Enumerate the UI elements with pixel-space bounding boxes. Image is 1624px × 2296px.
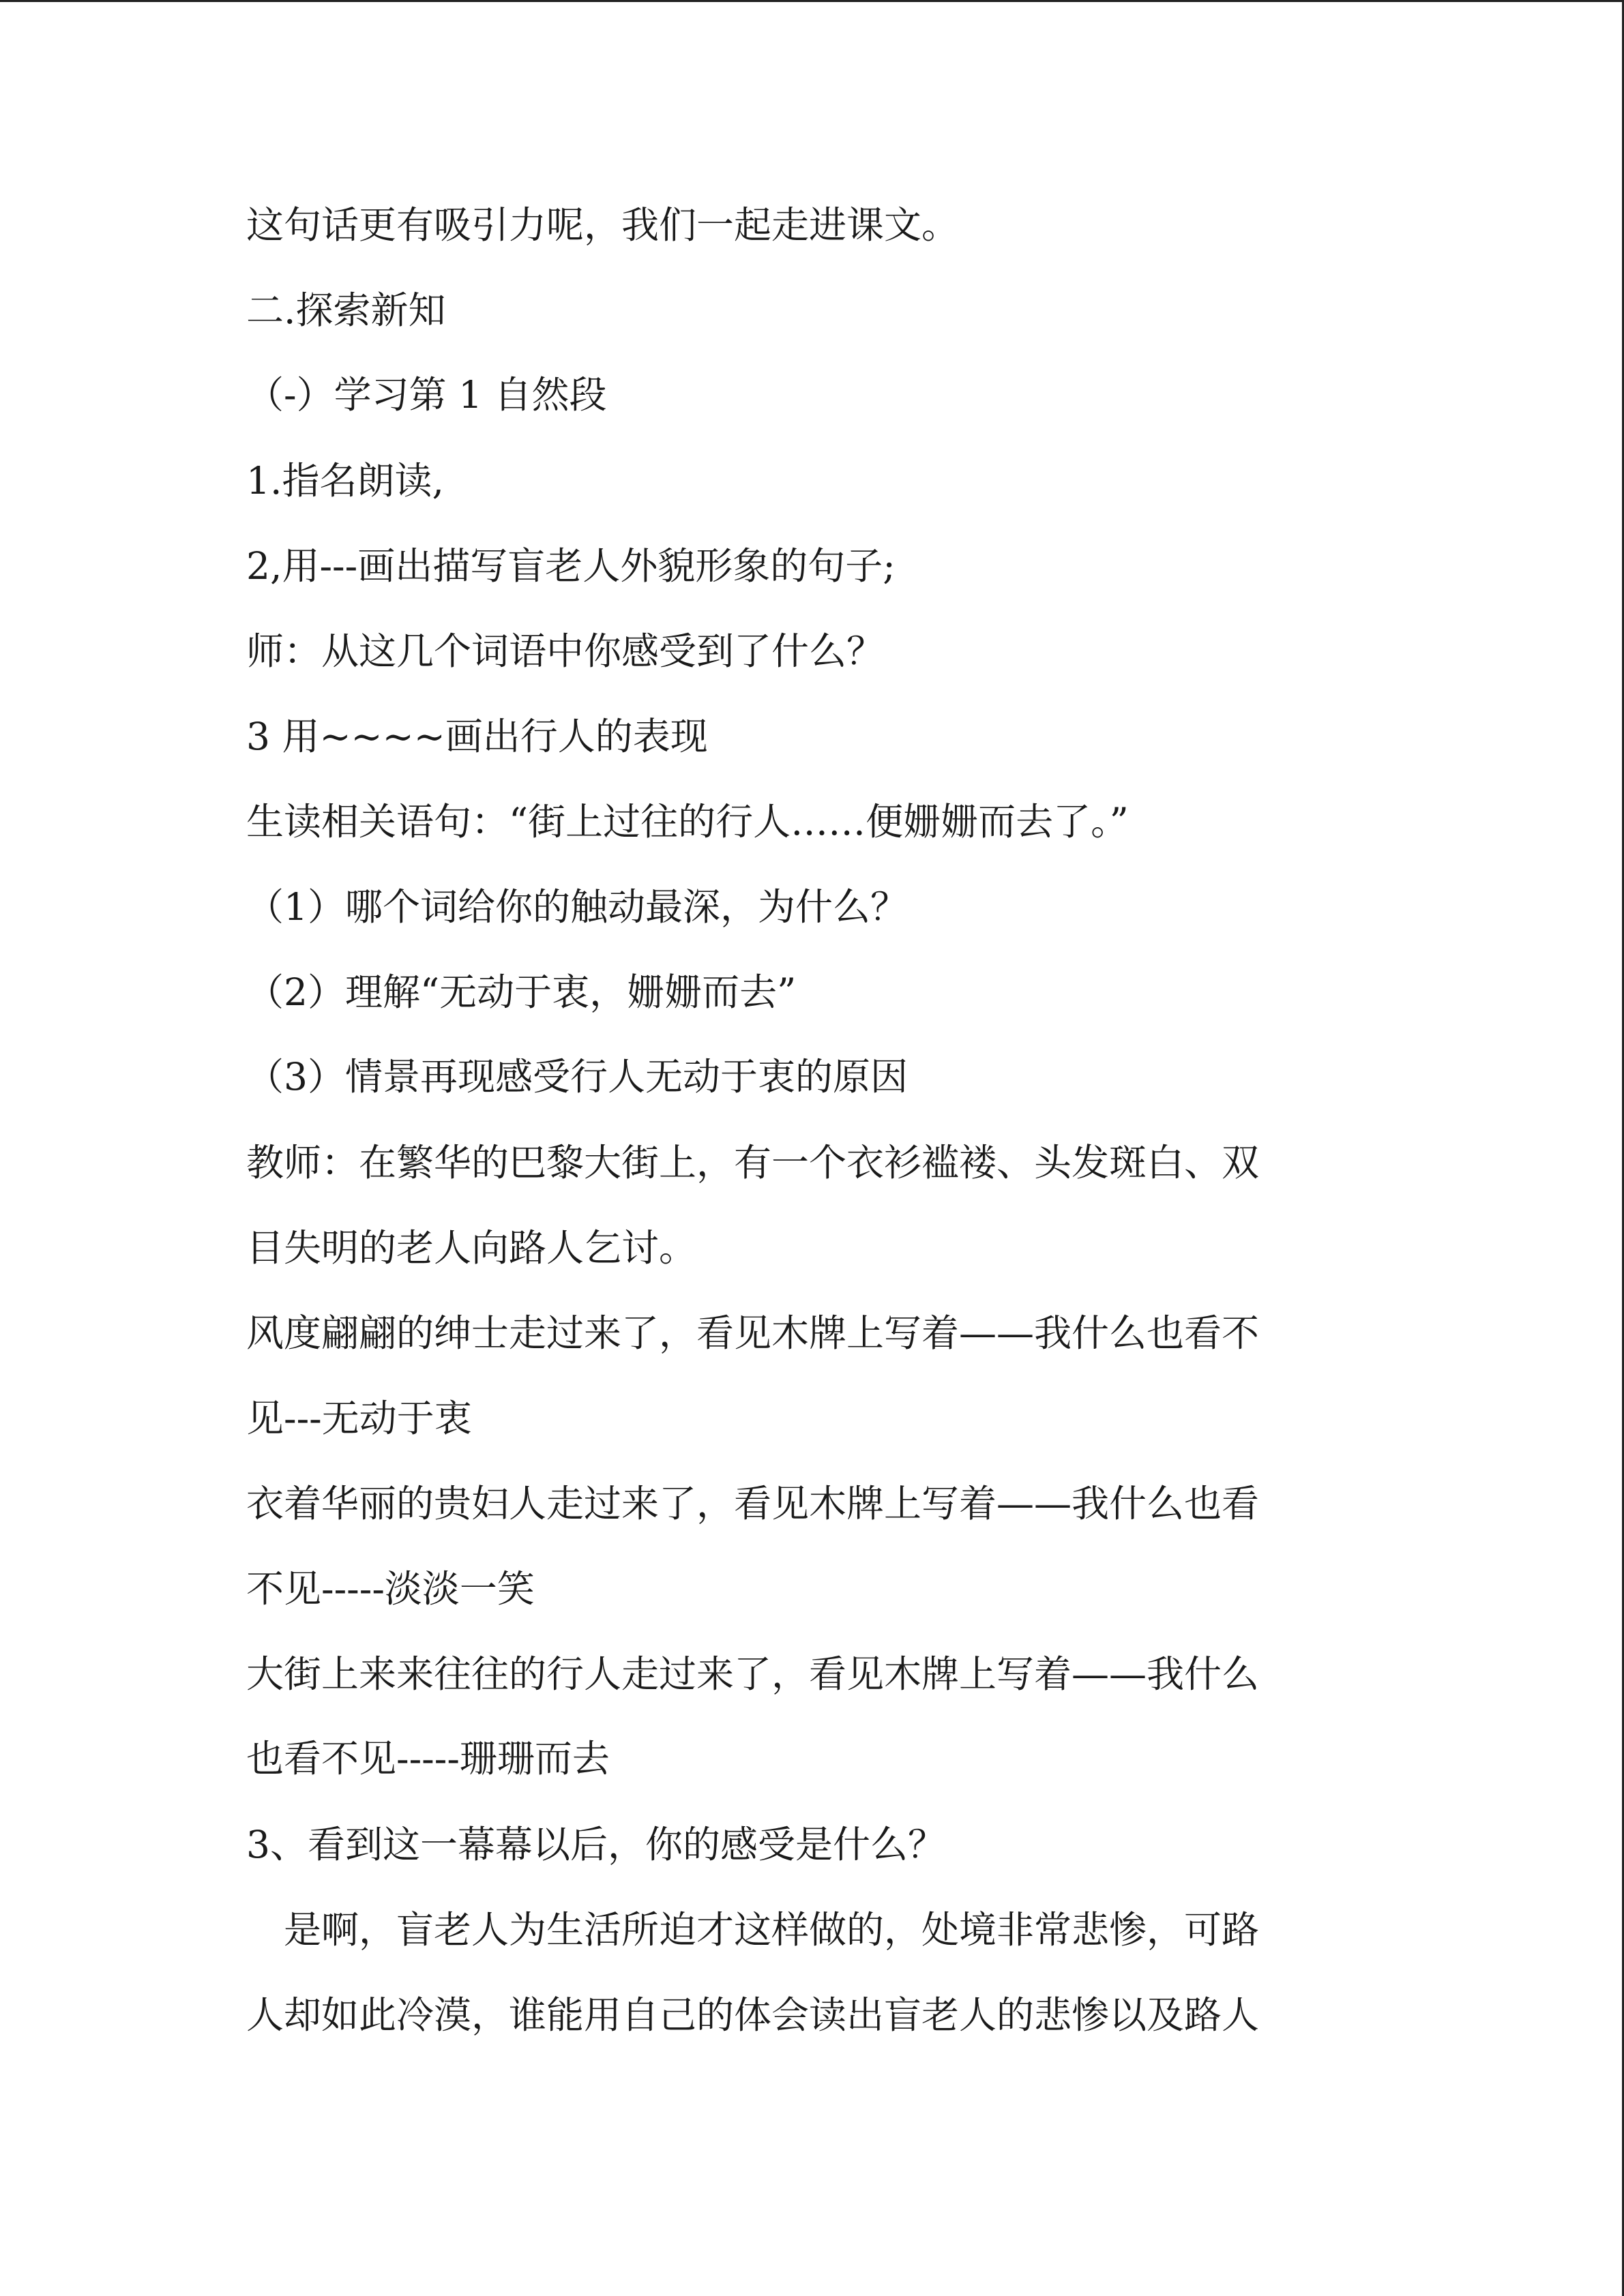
text-line: 这句话更有吸引力呢，我们一起走进课文。 (246, 203, 960, 247)
text-line: 见---无动于衷 (246, 1397, 472, 1440)
text-line: 教师：在繁华的巴黎大街上，有一个衣衫褴褛、头发斑白、双 (246, 1141, 1260, 1184)
subsection-heading: （-）学习第 1 自然段 (246, 373, 607, 417)
text-line: 风度翩翩的绅士走过来了，看见木牌上写着——我什么也看不 (246, 1311, 1260, 1355)
text-line: 3、看到这一幕幕以后，你的感受是什么？ (246, 1823, 945, 1866)
section-heading: 二.探索新知 (246, 288, 446, 332)
text-line: （2）理解“无动于衷，姗姗而去” (246, 970, 797, 1014)
text-line: 是啊，盲老人为生活所迫才这样做的，处境非常悲惨，可路 (246, 1908, 1260, 1952)
page-border-top (0, 0, 1624, 2)
text-line: 3 用~~~~画出行人的表现 (246, 715, 708, 758)
text-line: 师：从这几个词语中你感受到了什么？ (246, 629, 885, 673)
text-line: （3）情景再现感受行人无动于衷的原因 (246, 1055, 908, 1099)
text-line: 大街上来来往往的行人走过来了，看见木牌上写着——我什么 (246, 1652, 1260, 1696)
text-line: 目失明的老人向路人乞讨。 (246, 1226, 697, 1270)
text-line: （1）哪个词给你的触动最深，为什么？ (246, 885, 908, 929)
text-line: 1.指名朗读, (246, 459, 444, 503)
text-line: 2,用---画出描写盲老人外貌形象的句子; (246, 544, 896, 588)
text-line: 衣着华丽的贵妇人走过来了，看见木牌上写着——我什么也看 (246, 1482, 1260, 1525)
text-line: 不见-----淡淡一笑 (246, 1567, 535, 1611)
text-line: 生读相关语句：“街上过往的行人……便姗姗而去了。” (246, 800, 1129, 844)
text-line: 也看不见-----珊珊而去 (246, 1737, 610, 1780)
text-line: 人却如此冷漠，谁能用自己的体会读出盲老人的悲惨以及路人 (246, 1993, 1260, 2037)
